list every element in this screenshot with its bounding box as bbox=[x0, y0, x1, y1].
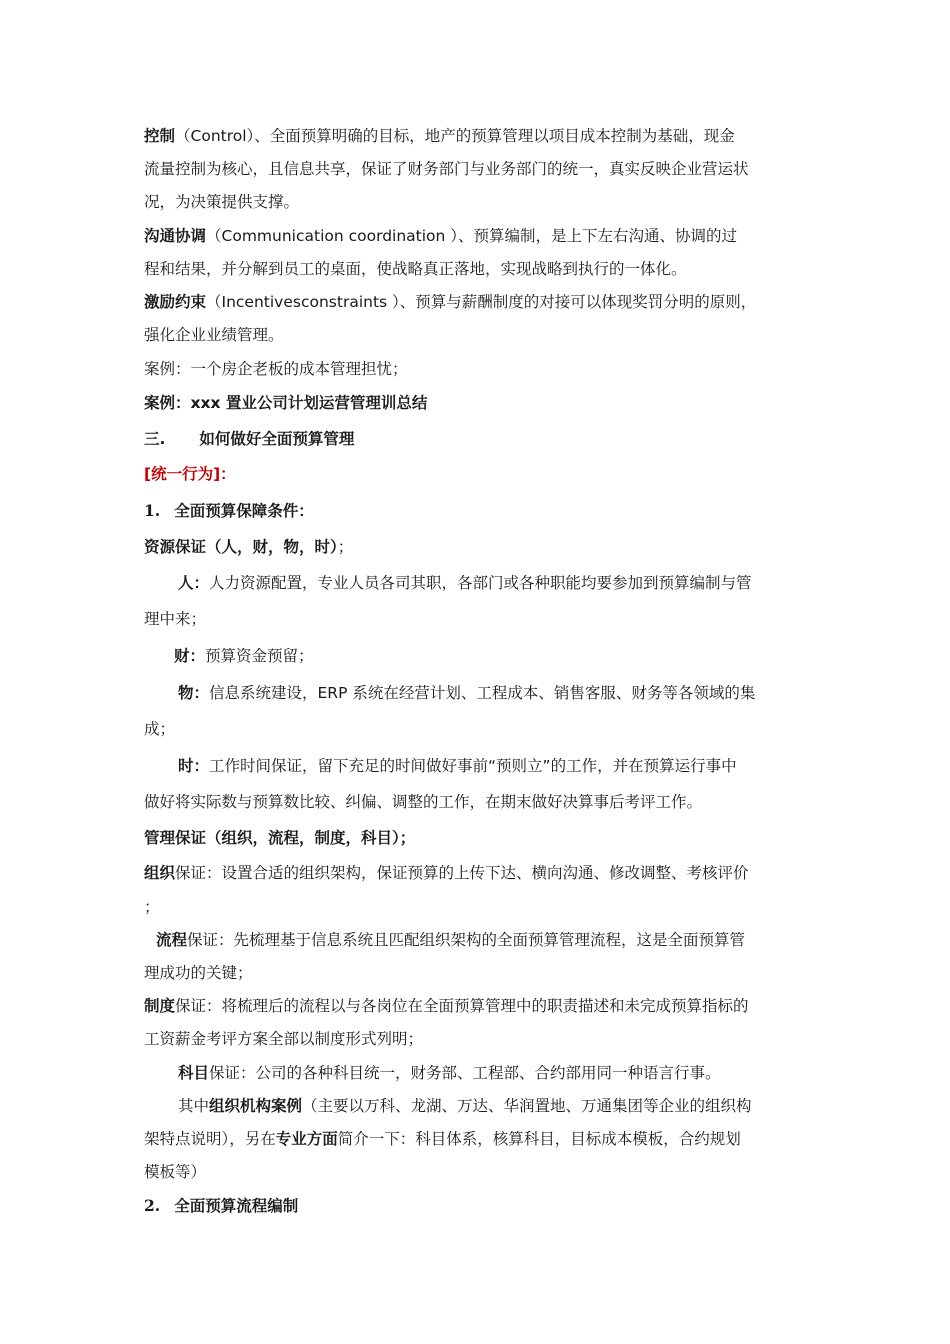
example-line-1: 其中组织机构案例（主要以万科、龙湖、万达、华润置地、万通集团等企业的组织构 bbox=[178, 1097, 752, 1115]
item-2-heading: 2. 全面预算流程编制 bbox=[144, 1196, 299, 1215]
people-line-1: 人：人力资源配置，专业人员各司其职，各部门或各种职能均要参加到预算编制与管 bbox=[178, 574, 752, 592]
people-line-2: 理中来； bbox=[144, 610, 207, 628]
process-line-2: 理成功的关键； bbox=[144, 964, 253, 982]
control-line-3: 况，为决策提供支撑。 bbox=[144, 193, 300, 211]
org-term: 组织 bbox=[144, 864, 176, 882]
thing-term: 物： bbox=[178, 684, 210, 702]
example-line-2: 架特点说明），另在专业方面简介一下：科目体系，核算科目，目标成本模板，合约规划 bbox=[144, 1130, 741, 1148]
money-term: 财： bbox=[174, 647, 206, 665]
section-3-heading: 三. 如何做好全面预算管理 bbox=[144, 430, 355, 448]
time-line-2: 做好将实际数与预算数比较、纠偏、调整的工作，在期末做好决算事后考评工作。 bbox=[144, 793, 703, 811]
org-line-2: ； bbox=[144, 898, 160, 916]
process-line-1: 流程保证：先梳理基于信息系统且匹配组织架构的全面预算管理流程，这是全面预算管 bbox=[156, 931, 746, 949]
case-2: 案例：xxx 置业公司计划运营管理训总结 bbox=[144, 394, 428, 412]
process-term: 流程 bbox=[156, 931, 188, 949]
people-term: 人： bbox=[178, 574, 210, 592]
incentive-line-1: 激励约束（Incentivesconstraints ）、预算与薪酬制度的对接可以体现奖罚分明的原则， bbox=[144, 293, 757, 311]
thing-line-1: 物：信息系统建设，ERP 系统在经营计划、工程成本、销售客服、财务等各领域的集 bbox=[178, 684, 756, 702]
resource-heading: 资源保证（人，财，物，时）； bbox=[144, 538, 354, 556]
money-line: 财：预算资金预留； bbox=[174, 647, 314, 665]
unify-heading: [统一行为]： bbox=[144, 465, 236, 483]
subject-term: 科目 bbox=[178, 1064, 210, 1082]
time-line-1: 时：工作时间保证，留下充足的时间做好事前“预则立”的工作，并在预算运行事中 bbox=[178, 757, 737, 775]
incentive-line-2: 强化企业业绩管理。 bbox=[144, 326, 284, 344]
comm-line-1: 沟通协调（Communication coordination ）、预算编制，是上下左右沟通、协调的过 bbox=[144, 227, 738, 245]
time-term: 时： bbox=[178, 757, 210, 775]
item-1-heading: 1. 全面预算保障条件： bbox=[144, 501, 314, 520]
mgmt-heading: 管理保证（组织，流程，制度，科目）； bbox=[144, 829, 416, 847]
subject-line: 科目保证：公司的各种科目统一，财务部、工程部、合约部用同一种语言行事。 bbox=[178, 1064, 721, 1082]
incentive-term: 激励约束 bbox=[144, 293, 207, 311]
thing-line-2: 成； bbox=[144, 720, 176, 738]
comm-term: 沟通协调 bbox=[144, 227, 207, 245]
control-line-1: 控制（Control）、全面预算明确的目标，地产的预算管理以项目成本控制为基础，现金 bbox=[144, 127, 735, 145]
control-line-2: 流量控制为核心，且信息共享，保证了财务部门与业务部门的统一，真实反映企业营运状 bbox=[144, 160, 749, 178]
org-line-1: 组织保证：设置合适的组织架构，保证预算的上传下达、横向沟通、修改调整、考核评价 bbox=[144, 864, 749, 882]
example-line-3: 模板等） bbox=[144, 1163, 207, 1181]
comm-line-2: 程和结果，并分解到员工的桌面，使战略真正落地，实现战略到执行的一体化。 bbox=[144, 260, 687, 278]
control-term: 控制 bbox=[144, 127, 176, 145]
system-line-2: 工资薪金考评方案全部以制度形式列明； bbox=[144, 1030, 424, 1048]
case-1: 案例：一个房企老板的成本管理担忧； bbox=[144, 360, 408, 378]
system-term: 制度 bbox=[144, 997, 176, 1015]
system-line-1: 制度保证：将梳理后的流程以与各岗位在全面预算管理中的职责描述和未完成预算指标的 bbox=[144, 997, 749, 1015]
